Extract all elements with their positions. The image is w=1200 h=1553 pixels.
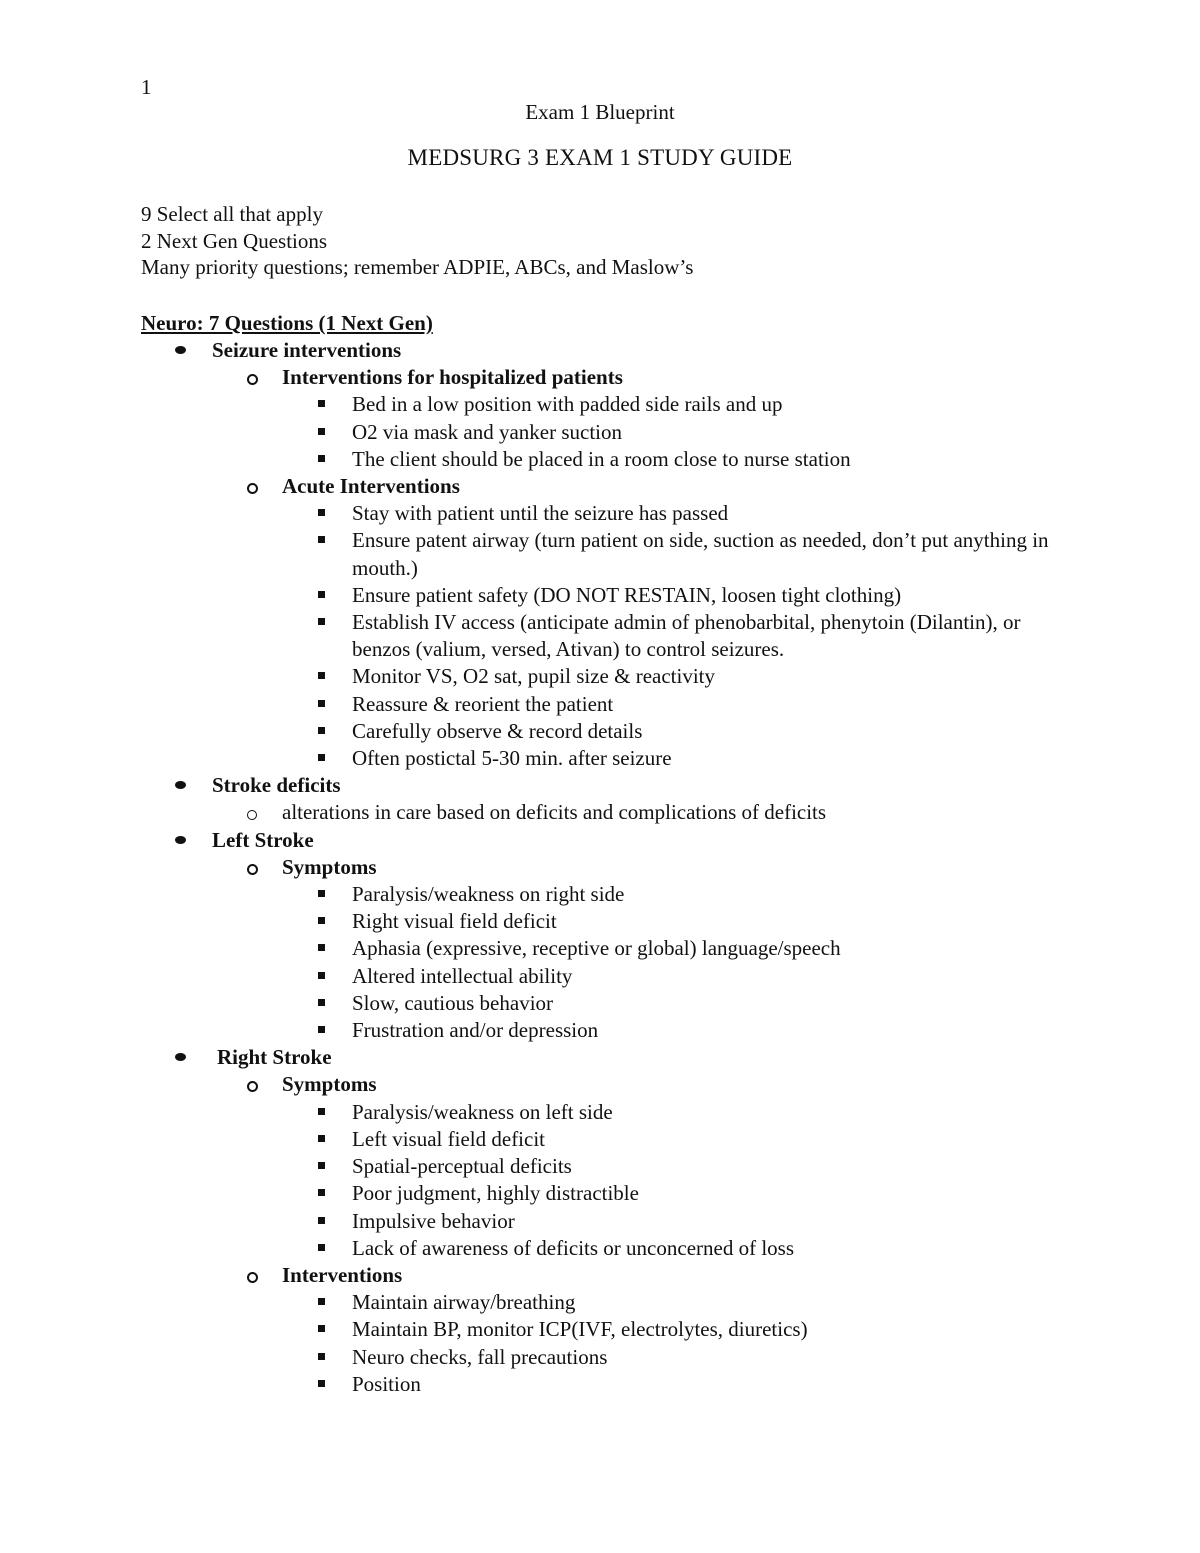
section-heading: Neuro: 7 Questions (1 Next Gen) <box>141 311 433 335</box>
outline-item-text: Right Stroke <box>217 1045 332 1070</box>
outline-item-text: Frustration and/or depression <box>352 1018 599 1043</box>
square-bullet-icon <box>318 1244 325 1251</box>
outline-item-level-3 <box>141 1017 1071 1044</box>
outline-item-text: Stay with patient until the seizure has passed <box>352 501 729 526</box>
page-number: 1 <box>141 75 152 99</box>
outline-item-level-3 <box>141 1344 1071 1371</box>
square-bullet-icon <box>318 727 325 734</box>
outline-item-level-3 <box>141 1235 1071 1262</box>
outline-item-text: The client should be placed in a room close to nurse station <box>352 446 851 471</box>
outline-item-level-3 <box>141 1099 1071 1126</box>
square-bullet-icon <box>318 917 325 924</box>
outline-item-level-3 <box>141 663 1071 690</box>
outline-item-level-3 <box>141 1180 1071 1207</box>
outline-item-text: Reassure & reorient the patient <box>352 691 614 716</box>
outline-item-level-3 <box>141 718 1071 745</box>
outline-item-text: Paralysis/weakness on left side <box>352 1099 613 1124</box>
outline-item-text: Establish IV access (anticipate admin of phenobarbital, phenytoin (Dilantin), or benzos (valium, versed, Ativan) to control seizures. <box>352 610 1021 662</box>
outline-item-level-3 <box>141 1289 1071 1316</box>
outline-item-text: Maintain airway/breathing <box>352 1290 576 1315</box>
outline-item-level-3 <box>141 446 1071 473</box>
outline-item-level-3 <box>141 1316 1071 1343</box>
disc-bullet-icon <box>175 346 186 354</box>
square-bullet-icon <box>318 428 325 435</box>
outline-item-level-3 <box>141 881 1071 908</box>
ring-bullet-icon <box>247 374 258 385</box>
outline-item-level-3 <box>141 391 1071 418</box>
square-bullet-icon <box>318 1217 325 1224</box>
disc-bullet-icon <box>175 836 186 844</box>
square-bullet-icon <box>318 1380 325 1387</box>
outline-item-level-2 <box>141 473 1071 500</box>
outline-item-text: O2 via mask and yanker suction <box>352 419 623 444</box>
square-bullet-icon <box>318 754 325 761</box>
square-bullet-icon <box>318 509 325 516</box>
outline-item-text: Poor judgment, highly distractible <box>352 1181 639 1206</box>
outline-item-text: Slow, cautious behavior <box>352 990 554 1015</box>
outline-item-level-1 <box>141 827 1071 854</box>
outline-item-text: Paralysis/weakness on right side <box>352 882 625 907</box>
outline-item-level-3 <box>141 1371 1071 1398</box>
outline-item-level-2 <box>141 1262 1071 1289</box>
ring-bullet-icon <box>247 1272 258 1283</box>
disc-bullet-icon <box>175 1053 186 1061</box>
outline-item-text: Altered intellectual ability <box>352 963 573 988</box>
square-bullet-icon <box>318 1189 325 1196</box>
outline-item-level-3 <box>141 935 1071 962</box>
outline-item-level-3 <box>141 1153 1071 1180</box>
document-subtitle: Exam 1 Blueprint <box>525 100 675 124</box>
square-bullet-icon <box>318 672 325 679</box>
outline-item-text: Symptoms <box>282 1072 377 1097</box>
square-bullet-icon <box>318 890 325 897</box>
outline-item-text: Bed in a low position with padded side rails and up <box>352 392 783 417</box>
study-outline <box>141 310 1071 1398</box>
outline-item-level-3 <box>141 609 1071 663</box>
square-bullet-icon <box>318 1298 325 1305</box>
outline-item-level-3 <box>141 582 1071 609</box>
outline-item-level-2 <box>141 799 1071 826</box>
outline-item-level-3 <box>141 908 1071 935</box>
outline-item-text: alterations in care based on deficits and complications of deficits <box>282 800 827 825</box>
outline-item-level-3 <box>141 745 1071 772</box>
outline-item-text: Monitor VS, O2 sat, pupil size & reactivity <box>352 664 715 689</box>
outline-item-text: Stroke deficits <box>212 773 341 798</box>
outline-item-text: Aphasia (expressive, receptive or global) language/speech <box>352 936 841 961</box>
outline-item-text: Carefully observe & record details <box>352 718 643 743</box>
outline-item-text: Acute Interventions <box>282 474 460 499</box>
square-bullet-icon <box>318 400 325 407</box>
outline-item-text: Spatial-perceptual deficits <box>352 1154 572 1179</box>
ring-bullet-icon <box>247 1081 258 1092</box>
square-bullet-icon <box>318 1108 325 1115</box>
outline-item-text: Seizure interventions <box>212 338 402 362</box>
outline-item-level-3 <box>141 419 1071 446</box>
square-bullet-icon <box>318 1135 325 1142</box>
square-bullet-icon <box>318 700 325 707</box>
outline-item-level-3 <box>141 990 1071 1017</box>
outline-item-text: Left Stroke <box>212 827 314 852</box>
disc-bullet-icon <box>175 781 186 789</box>
outline-item-text: Often postictal 5-30 min. after seizure <box>352 746 672 771</box>
intro-block <box>141 201 693 281</box>
outline-item-level-1 <box>141 772 1071 799</box>
outline-item-level-2 <box>141 1071 1071 1098</box>
outline-item-text: Interventions <box>282 1262 403 1287</box>
outline-item-level-1 <box>141 1044 1071 1071</box>
outline-item-text: Position <box>352 1371 421 1396</box>
square-bullet-icon <box>318 1325 325 1332</box>
square-bullet-icon <box>318 944 325 951</box>
outline-item-text: Maintain BP, monitor ICP(IVF, electrolytes, diuretics) <box>352 1317 808 1342</box>
outline-item-text: Interventions for hospitalized patients <box>282 365 623 390</box>
outline-item-level-2 <box>141 364 1071 391</box>
outline-item-text: Left visual field deficit <box>352 1126 546 1151</box>
outline-item-text: Lack of awareness of deficits or unconcerned of loss <box>352 1235 794 1260</box>
square-bullet-icon <box>318 591 325 598</box>
intro-line: 9 Select all that apply <box>141 202 323 226</box>
outline-item-text: Ensure patent airway (turn patient on side, suction as needed, don’t put anything in mouth.) <box>352 528 1049 580</box>
ring-thin-bullet-icon <box>247 810 257 820</box>
square-bullet-icon <box>318 1353 325 1360</box>
outline-item-level-1 <box>141 337 1071 364</box>
outline-item-level-3 <box>141 691 1071 718</box>
outline-item-level-3 <box>141 500 1071 527</box>
square-bullet-icon <box>318 1026 325 1033</box>
square-bullet-icon <box>318 1162 325 1169</box>
outline-item-level-3 <box>141 963 1071 990</box>
outline-item-level-2 <box>141 854 1071 881</box>
outline-item-text: Neuro checks, fall precautions <box>352 1344 608 1369</box>
outline-list <box>141 337 1071 1398</box>
outline-item-text: Right visual field deficit <box>352 909 557 934</box>
square-bullet-icon <box>318 455 325 462</box>
square-bullet-icon <box>318 999 325 1006</box>
square-bullet-icon <box>318 618 325 625</box>
intro-line: Many priority questions; remember ADPIE, ABCs, and Maslow’s <box>141 255 694 280</box>
square-bullet-icon <box>318 536 325 543</box>
outline-item-level-3 <box>141 1126 1071 1153</box>
outline-item-text: Symptoms <box>282 854 377 879</box>
square-bullet-icon <box>318 972 325 979</box>
ring-bullet-icon <box>247 864 258 875</box>
intro-line: 2 Next Gen Questions <box>141 228 328 253</box>
outline-item-text: Ensure patient safety (DO NOT RESTAIN, loosen tight clothing) <box>352 582 902 607</box>
outline-item-text: Impulsive behavior <box>352 1208 515 1233</box>
ring-bullet-icon <box>247 483 258 494</box>
document-title: MEDSURG 3 EXAM 1 STUDY GUIDE <box>407 145 793 170</box>
outline-item-level-3 <box>141 527 1071 581</box>
outline-item-level-3 <box>141 1208 1071 1235</box>
